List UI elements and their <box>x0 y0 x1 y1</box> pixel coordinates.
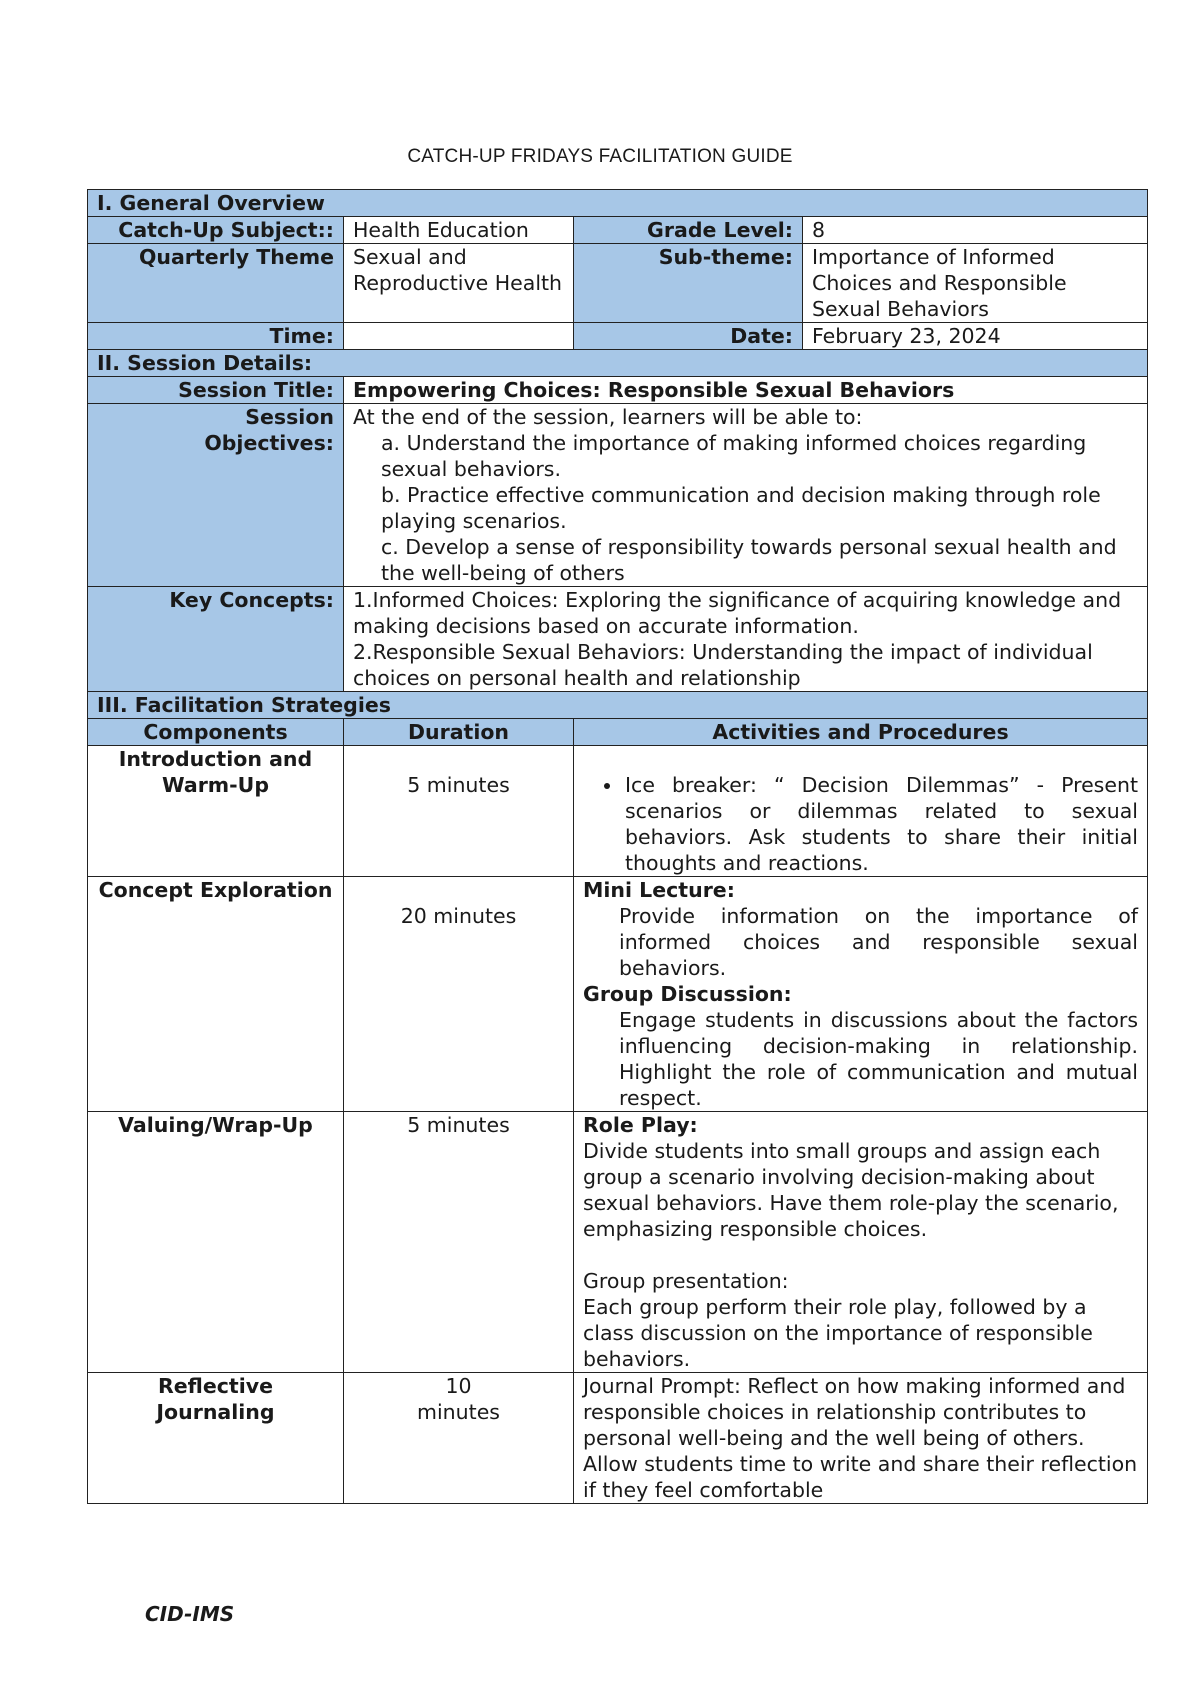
date-label: Date: <box>574 323 803 350</box>
component-cell: Concept Exploration <box>88 877 344 1112</box>
column-header-components: Components <box>88 719 344 746</box>
duration-cell: 10 minutes <box>344 1373 574 1504</box>
duration-cell: 5 minutes <box>344 1112 574 1373</box>
facilitation-guide-table <box>87 189 1148 1504</box>
table-row <box>88 877 1148 1112</box>
key-concept-item: 1.Informed Choices: Exploring the significance of acquiring knowledge and making decisions based on accurate information. <box>353 588 1122 638</box>
key-concepts-label: Key Concepts: <box>88 587 344 692</box>
section-general-overview: I. General Overview <box>88 190 1148 217</box>
date-value: February 23, 2024 <box>803 323 1148 350</box>
activity-heading: Role Play: <box>583 1113 698 1137</box>
section-facilitation-strategies: III. Facilitation Strategies <box>88 692 1148 719</box>
footer-code: CID-IMS <box>145 1602 235 1626</box>
objectives-cell <box>344 404 1148 587</box>
document-title: CATCH-UP FRIDAYS FACILITATION GUIDE <box>407 146 793 167</box>
objectives-intro: At the end of the session, learners will be able to: <box>353 405 863 429</box>
key-concepts-cell <box>344 587 1148 692</box>
activity-text: Engage students in discussions about the factors influencing decision-making in relationship. Highlight the role of communication and mutual respect. <box>619 1008 1138 1110</box>
table-row <box>88 1373 1148 1504</box>
activity-text: Journal Prompt: Reflect on how making informed and responsible choices in relationship contributes to personal well-being and the well being of others. <box>583 1374 1126 1450</box>
activity-text: Provide information on the importance of informed choices and responsible sexual behaviors. <box>619 904 1138 980</box>
section-session-details: II. Session Details: <box>88 350 1148 377</box>
session-title-value: Empowering Choices: Responsible Sexual Behaviors <box>344 377 1148 404</box>
activity-bullet: • Ice breaker: “ Decision Dilemmas” - Present scenarios or dilemmas related to sexual behaviors. Ask students to share their initial thoughts and reactions. <box>623 772 1138 876</box>
column-header-activities: Activities and Procedures <box>574 719 1148 746</box>
theme-label: Quarterly Theme <box>88 244 344 323</box>
activity-text: Allow students time to write and share their reflection if they feel comfortable <box>583 1452 1138 1502</box>
component-cell: Reflective Journaling <box>88 1373 344 1504</box>
subtheme-value: Importance of Informed Choices and Responsible Sexual Behaviors <box>803 244 1148 323</box>
objective-item: c. Develop a sense of responsibility towards personal sexual health and the well-being of others <box>381 535 1117 585</box>
objectives-label: Session Objectives: <box>88 404 344 587</box>
time-value <box>344 323 574 350</box>
column-header-duration: Duration <box>344 719 574 746</box>
table-row <box>88 1112 1148 1373</box>
duration-cell: 20 minutes <box>344 877 574 1112</box>
table-row <box>88 746 1148 877</box>
activities-cell <box>574 1112 1148 1373</box>
activities-cell <box>574 877 1148 1112</box>
subtheme-label: Sub-theme: <box>574 244 803 323</box>
session-title-label: Session Title: <box>88 377 344 404</box>
activities-cell <box>574 1373 1148 1504</box>
key-concept-item: 2.Responsible Sexual Behaviors: Understanding the impact of individual choices on personal health and relationship <box>353 640 1093 690</box>
activity-heading: Group Discussion: <box>583 982 792 1006</box>
activity-heading: Mini Lecture: <box>583 878 735 902</box>
activity-text: Divide students into small groups and assign each group a scenario involving decision-making about sexual behaviors. Have them role-play the scenario, emphasizing responsible choices. <box>583 1139 1119 1241</box>
activities-cell <box>574 746 1148 877</box>
grade-label: Grade Level: <box>574 217 803 244</box>
subject-label: Catch-Up Subject:: <box>88 217 344 244</box>
duration-cell: 5 minutes <box>344 746 574 877</box>
subject-value: Health Education <box>344 217 574 244</box>
objective-item: b. Practice effective communication and decision making through role playing scenarios. <box>381 483 1101 533</box>
time-label: Time: <box>88 323 344 350</box>
objective-item: a. Understand the importance of making informed choices regarding sexual behaviors. <box>381 431 1087 481</box>
component-cell: Valuing/Wrap-Up <box>88 1112 344 1373</box>
component-cell: Introduction and Warm-Up <box>88 746 344 877</box>
activity-text: Group presentation: <box>583 1269 789 1293</box>
activity-text: Each group perform their role play, followed by a class discussion on the importance of responsible behaviors. <box>583 1295 1093 1371</box>
spacer <box>583 1242 1138 1268</box>
theme-value: Sexual and Reproductive Health <box>344 244 574 323</box>
grade-value: 8 <box>803 217 1148 244</box>
